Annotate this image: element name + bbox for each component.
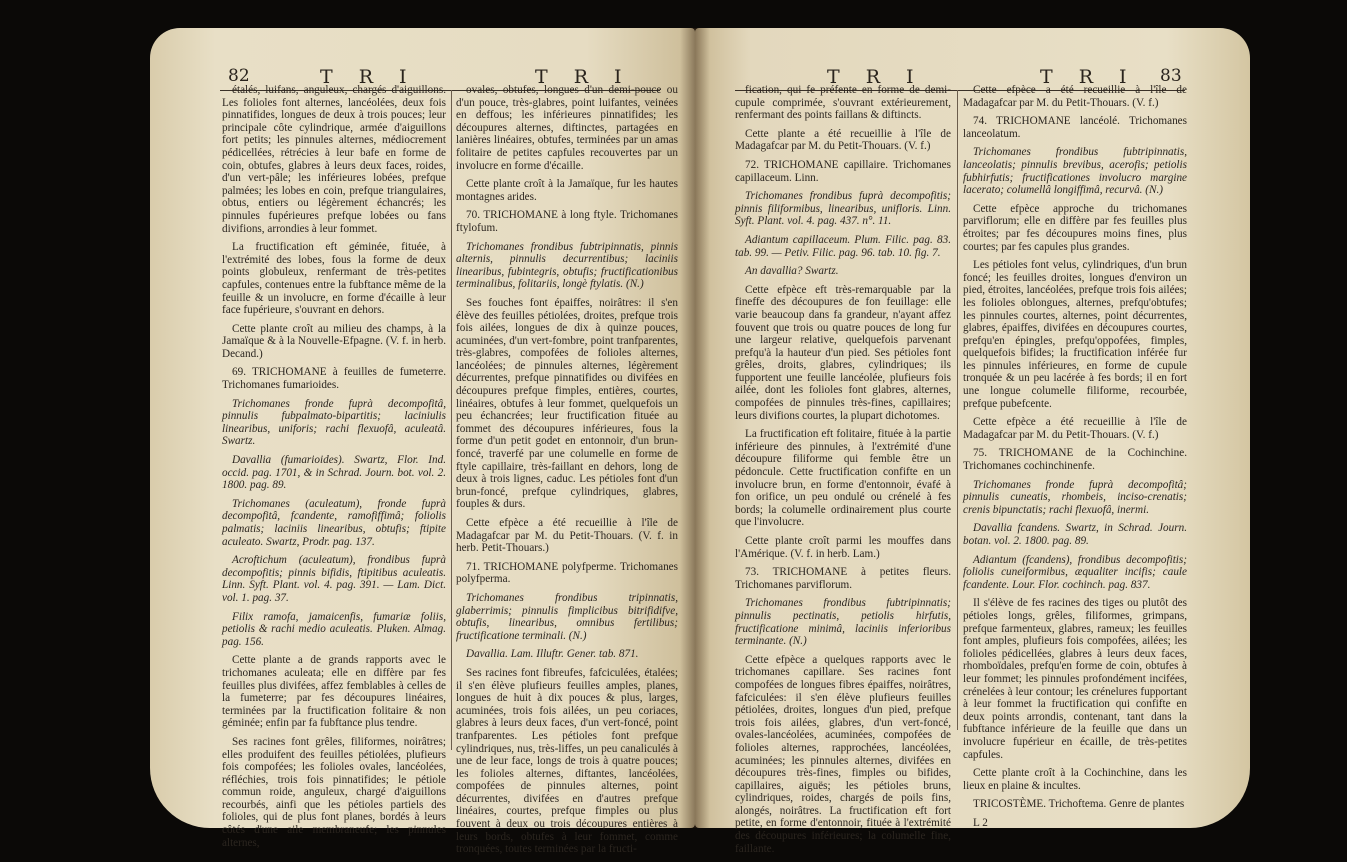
paragraph: Cette efpèce approche du trichomanes parviflorum; elle en diffère par fes feuilles plus étroites; par fes découpures moins fines, plus courtes; par fes capules plus grandes. — [963, 202, 1187, 253]
paragraph: Acroftichum (aculeatum), frondibus fuprà decompofitis; pinnis bifidis, ftipitibus aculeatis. Linn. Syft. Plant. vol. 4. pag. 391. — Lam. Dict. vol. 1. pag. 37. — [222, 554, 446, 604]
paragraph: Trichomanes frondibus fubtripinnatis; pinnulis pectinatis, petiolis hirfutis, fructificatione minimâ, laciniis inferioribus terminante. (N.) — [735, 597, 951, 648]
running-head-right-col1: T R I — [827, 66, 924, 88]
paragraph: Cette plante croît au milieu des champs, à la Jamaïque & à la Nouvelle-Efpagne. (V. f. in herb. Decand.) — [222, 322, 446, 360]
paragraph: Les pétioles font velus, cylindriques, d'un brun foncé; les feuilles droites, longues d'environ un pied, étroites, lancéolées, prefque trois fois ailées; les folioles oblongues, alternes, prefqu'obtufes; les pinnules courtes, alternes, point décurrentes, glabres, épaiffes, divifées en découpures courtes, prefqu'en épingles, prefqu'oppofées, fimples, quelquefois bifides; la fructification inférée fur les pinnules inférieures, en forme de cupule tronquée & un peu lacérée à fes bords; il en fort une longue columelle filiforme, recourbée, prefque pubefcente. — [963, 259, 1187, 410]
paragraph: Davallia (fumarioides). Swartz, Flor. Ind. occid. pag. 1701, & in Schrad. Journ. bot. vol. 2. 1800. pag. 89. — [222, 454, 446, 492]
paragraph: 74. TRICHOMANE lancéolé. Trichomanes lanceolatum. — [963, 115, 1187, 140]
paragraph: Cette plante a de grands rapports avec le trichomanes aculeata; elle en diffère par fes feuilles plus divifées, affez femblables à celles de la fumeterre; par fes découpures linéaires, terminées par la fructification folitaire & non géminée; enfin par fa fubftance plus tendre. — [222, 654, 446, 730]
paragraph: Trichomanes frondibus fubtripinnatis, lanceolatis; pinnulis brevibus, acerofis; petiolis fubhirfutis; fructificationes involucro margine lacerato; columellâ longiffimâ, recurvâ. (N.) — [963, 146, 1187, 197]
page-number-right: 83 — [1160, 66, 1182, 86]
paragraph: Cette efpèce a quelques rapports avec le trichomanes capillare. Ses racines font compofées de longues fibres épaiffes, noirâtres, fafciculées: il s'en élève plufieurs feuilles pétiolées, droites, longues d'un pied, prefque trois fois ailées, glabres, d'un vert-foncé, ovales-lancéolées, acuminées, compofées de folioles alternes, rapprochées, lancéolées, acuminées; les pinnules alternes, divifées en découpures très-fines, fimples ou bifides, capillaires, aiguës; les pétioles bruns, cylindriques, roides, chargés de poils fins, alongés, noirâtres. La fructification eft fort petite, en forme d'entonnoir, fituée à l'extrémité des découpures inférieures; la columelle fine, faillante. — [735, 653, 951, 855]
paragraph: Cette plante croît parmi les mouffes dans l'Amérique. (V. f. in herb. Lam.) — [735, 535, 951, 560]
paragraph: Cette efpèce a été recueillie à l'île de Madagafcar par M. du Petit-Thouars. (V. f.) — [963, 416, 1187, 441]
paragraph: 71. TRICHOMANE polyfperme. Trichomanes polyfperma. — [456, 560, 678, 586]
paragraph: Ses fouches font épaiffes, noirâtres: il s'en élève des feuilles pétiolées, droites, prefque trois fois ailées, longues de dix à quinze pouces, acuminées, d'un vert-fombre, point tranfparentes, très-glabres, compofées de folioles alternes, lancéolées; de pinnules alternes, légèrement décurrentes, prefque pinnatifides ou divifées en découpures prefque fimples, entières, courtes, linéaires, obtufes à leur fommet, quelquefois un peu échancrées; leur fructification fituée au fommet des découpures inférieures, fous la forme d'un petit godet en entonnoir, d'un brun-foncé, traverfé par une columelle en forme de ftyle capillaire, très-faillant en dehors, long de deux à trois lignes, caduc. Les pétioles font d'un brun-foncé, prefque cylindriques, glabres, fouples & durs. — [456, 296, 678, 511]
paragraph: Ses racines font fibreufes, fafciculées, étalées; il s'en élève plufieurs feuilles amples, planes, longues de huit à dix pouces & plus, larges, acuminées, trois fois ailées, un peu coriaces, glabres à leurs deux faces, d'un vert-foncé, point tranfparentes. Les pétioles font prefque cylindriques, nus, très-liffes, un peu canaliculés à une de leur face, longs de trois à quatre pouces; les folioles alternes, diftantes, lancéolées, compofées de pinnules alternes, point décurrentes, divifées en d'autres prefque linéaires, courtes, prefque fimples ou plus fouvent à deux ou trois découpures entières à leurs bords, obtufes à leur fommet, comme tronquées, toutes terminées par la fructi- — [456, 666, 678, 856]
left-column-2 — [456, 84, 678, 862]
column-separator — [957, 90, 958, 730]
paragraph: Trichomanes fronde fuprà decompofitâ; pinnulis cuneatis, rhombeis, inciso-crenatis; crenis bipunctatis; rachi flexuofâ, inermi. — [963, 478, 1187, 516]
paragraph: La fructification eft folitaire, fituée à la partie inférieure des pinnules, à l'extrémité d'une découpure filiforme qui femble être un pédoncule. Cette fructification confifte en un involucre brun, en forme d'entonnoir, évafé à fon orifice, un peu ondulé ou crénelé à fes bords; la columelle ordinairement plus courte que l'involucre. — [735, 428, 951, 529]
paragraph: fication, qui fe préfente en forme de demi-cupule comprimée, s'ouvrant extérieurement, renfermant des points faillans & diftincts. — [735, 84, 951, 122]
paragraph: Trichomanes fronde fuprà decompofitâ, pinnulis fubpalmato-bipartitis; laciniulis linearibus, uniforis; rachi flexuofâ, aculeatâ. Swartz. — [222, 397, 446, 448]
paragraph: Il s'élève de fes racines des tiges ou plutôt des pétioles longs, grêles, filiformes, grimpans, prefque farmenteux, glabres, rameux; les feuilles font amples, plufieurs fois compofées, ailées; les folioles pédicellées, glabres à leurs deux faces, rhomboïdales, prefqu'en forme de coin, obtufes à leur fommet; les pinnules profondément incifées, crénelées à leur contour; les crénelures fupportant à leur fommet la fructification qui confifte en deux points arrondis, contenant, tant dans la fubftance inférieure de la feuille que dans un involucre fupérieur en écaille, de très-petites capfules. — [963, 597, 1187, 761]
paragraph: An davallia? Swartz. — [745, 265, 839, 278]
running-head-right-col2: T R I — [1040, 66, 1137, 88]
right-column-1 — [735, 84, 951, 861]
paragraph: 75. TRICHOMANE de la Cochinchine. Trichomanes cochinchinenfe. — [963, 447, 1187, 473]
open-book — [150, 28, 1250, 856]
running-head-left-col2: T R I — [535, 66, 632, 88]
paragraph: Trichomanes (aculeatum), fronde fuprà decompofitâ, fcandente, ramofiffimâ; foliolis palmatis; laciniis linearibus, obtufis; ftipite aculeato. Swartz, Prodr. pag. 137. — [222, 497, 446, 548]
paragraph: Trichomanes frondibus fuprà decompofitis; pinnis filiformibus, linearibus, unifloris. Linn. Syft. Plant. vol. 4. pag. 437. n°. 11. — [735, 190, 951, 228]
paragraph: Davallia. Lam. Illuftr. Gener. tab. 871. — [466, 648, 639, 661]
paragraph: Cette plante croît à la Cochinchine, dans les lieux en plaine & incultes. — [963, 767, 1187, 792]
paragraph: La fructification eft géminée, fituée, à l'extrémité des lobes, fous la forme de deux points globuleux, renfermant de très-petites capfules, contenues entre la fubftance même de la feuille & un involucre, en forme d'écaille à leur face fupérieure, s'ouvrant en dehors. — [222, 241, 446, 317]
paragraph: ovales, obtufes, longues d'un demi-pouce ou d'un pouce, très-glabres, point luifantes, veinées en deffous; les inférieures pinnatifides; les découpures alternes, diftinctes, partagées en lanières linéaires, obtufes, terminées par un amas folitaire de petites capfules recouvertes par un involucre en forme d'écaille. — [456, 84, 678, 172]
paragraph: étalés, luifans, anguleux, chargés d'aiguillons. Les folioles font alternes, lancéolées, deux fois pinnatifides, longues de deux à trois pouces; leur principale côte cylindrique, armée d'aiguillons fort petits; les pinnules alternes, médiocrement pédicellées, rétrécies à leur bafe en forme de coin, obtufes, glabres à leurs deux faces, roides, d'un vert-pâle; les inférieures lobées, prefque palmées; les lobes en coin, prefque triangulaires, obtus, entiers ou légèrement échancrés; les pinnules fupérieures prefque lobées ou fans divifions, arrondies à leur fommet. — [222, 84, 446, 235]
paragraph: Adiantum capillaceum. Plum. Filic. pag. 83. tab. 99. — Petiv. Filic. pag. 96. tab. 10. fig. 7. — [735, 233, 951, 259]
paragraph: Davallia fcandens. Swartz, in Schrad. Journ. botan. vol. 2. 1800. pag. 89. — [963, 522, 1187, 547]
right-page — [695, 28, 1250, 855]
paragraph: TRICOSTÈME. Trichoftema. Genre de plantes — [973, 798, 1185, 811]
right-column-2 — [963, 84, 1187, 835]
paragraph: Cette plante a été recueillie à l'île de Madagafcar par M. du Petit-Thouars. (V. f.) — [735, 127, 951, 153]
paragraph: 72. TRICHOMANE capillaire. Trichomanes capillaceum. Linn. — [735, 158, 951, 184]
paragraph: 73. TRICHOMANE à petites fleurs. Trichomanes parviflorum. — [735, 566, 951, 591]
paragraph: Adiantum (fcandens), frondibus decompofitis; foliolis cuneiformibus, æqualiter incifis; caule fcandente. Lour. Flor. cochinch. pag. 837. — [963, 553, 1187, 591]
paragraph: Trichomanes frondibus tripinnatis, glaberrimis; pinnulis fimplicibus bitrifidifve, obtufis, linearibus, omnibus fertilibus; fructificatione terminali. (N.) — [456, 591, 678, 642]
paragraph: 69. TRICHOMANE à feuilles de fumeterre. Trichomanes fumarioides. — [222, 366, 446, 392]
paragraph: Cette plante croît à la Jamaïque, fur les hautes montagnes arides. — [456, 178, 678, 203]
paragraph: Cette efpèce eft très-remarquable par la fineffe des découpures de fon feuillage: elle varie beaucoup dans fa grandeur, n'ayant affez fouvent que trois ou quatre pouces de long fur une largeur relative, quelquefois parvenant prefqu'à la hauteur d'un pied. Ses pétioles font grêles, droits, glabres, cylindriques; ils fupportent une feuille lancéolée, plufieurs fois ailée, dont les folioles font glabres, alternes, compofées de pinnules très-fines, capillaires; leurs divifions courtes, la plupart dichotomes. — [735, 283, 951, 422]
column-separator — [451, 90, 452, 750]
paragraph: Cette efpèce a été recueillie à l'île de Madagafcar par M. du Petit-Thouars. (V. f.) — [963, 84, 1187, 109]
paragraph: Cette efpèce a été recueillie à l'île de Madagafcar par M. du Petit-Thouars. (V. f. in herb. Petit-Thouars.) — [456, 517, 678, 555]
book-gutter — [680, 28, 710, 828]
paragraph: Ses racines font grêles, filiformes, noirâtres; elles produifent des feuilles pétiolées, plufieurs fois compofées; les folioles ovales, lancéolées, réfléchies, trois fois pinnatifides; le pétiole commun roide, anguleux, chargé d'aiguillons recourbés, ainfi que les pétioles partiels des folioles, qui de plus font planes, bordés à leurs côtés d'une aile membraneufe; les pinnules alternes, — [222, 735, 446, 849]
running-head-left-col1: T R I — [320, 66, 417, 88]
paragraph: L 2 — [973, 816, 988, 829]
paragraph: Filix ramofa, jamaicenfis, fumariæ foliis, petiolis & rachi medio aculeatis. Pluken. Almag. pag. 156. — [222, 610, 446, 648]
page-number-left: 82 — [228, 66, 250, 86]
paragraph: 70. TRICHOMANE à long ftyle. Trichomanes ftylofum. — [456, 209, 678, 234]
left-column-1 — [222, 84, 446, 855]
paragraph: Trichomanes frondibus fubtripinnatis, pinnis alternis, pinnulis decurrentibus; laciniis linearibus, fubintegris, obtufis; fructificationibus terminalibus, folitariis, longè ftylatis. (N.) — [456, 240, 678, 291]
left-page — [150, 28, 695, 856]
